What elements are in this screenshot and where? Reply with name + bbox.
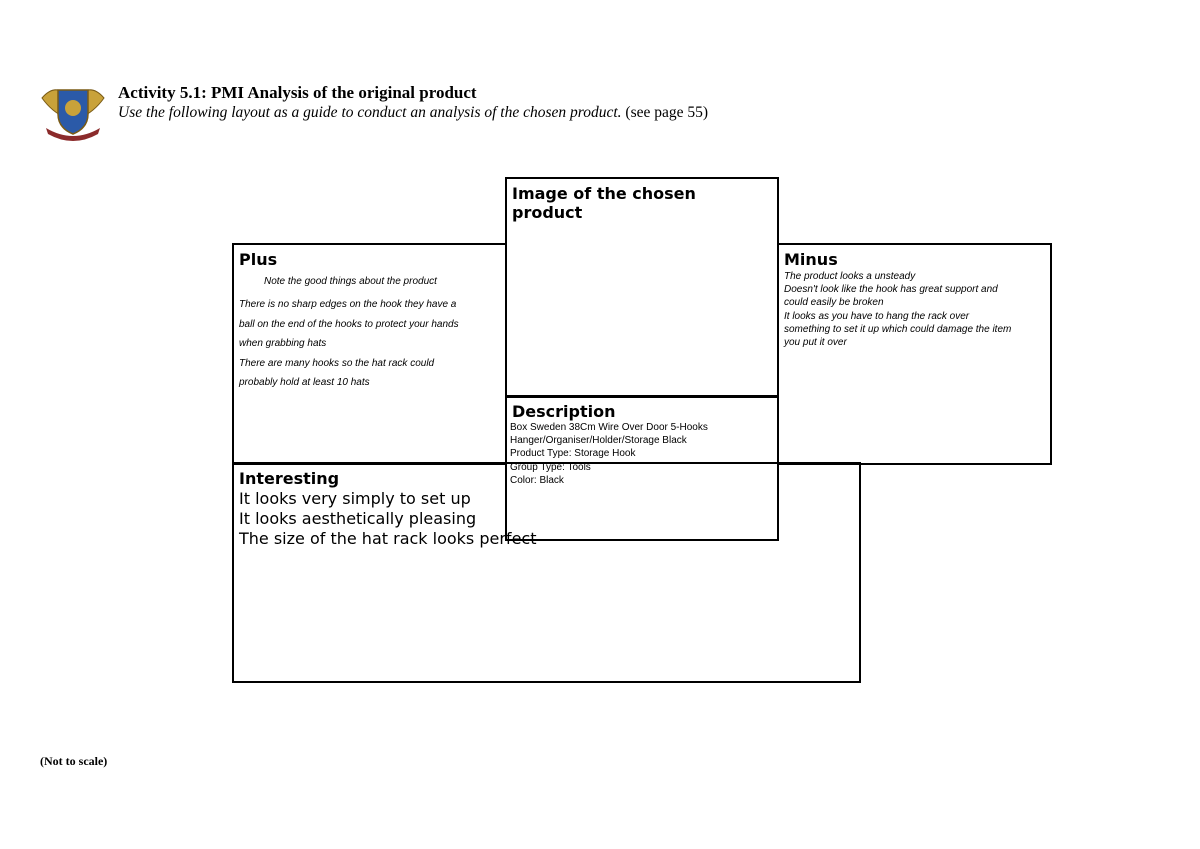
- minus-line: you put it over: [784, 337, 847, 349]
- plus-line: ball on the end of the hooks to protect your hands: [239, 318, 459, 330]
- scale-note: (Not to scale): [40, 754, 108, 768]
- description-line: Box Sweden 38Cm Wire Over Door 5-Hooks: [510, 422, 708, 433]
- plus-line: when grabbing hats: [239, 338, 327, 350]
- description-line: Product Type: Storage Hook: [510, 448, 636, 460]
- product-image-heading: Image of the chosen product: [512, 184, 696, 222]
- interesting-heading: Interesting: [239, 469, 340, 488]
- school-crest-icon: [40, 78, 106, 144]
- minus-heading: Minus: [784, 250, 838, 269]
- plus-note: Note the good things about the product: [264, 276, 437, 287]
- minus-line: Doesn't look like the hook has great support and: [784, 284, 998, 296]
- minus-line: The product looks a unsteady: [784, 271, 916, 282]
- description-list: [510, 421, 775, 487]
- description-heading: Description: [512, 402, 616, 421]
- interesting-list: [239, 489, 536, 549]
- page-subtitle: [118, 104, 708, 122]
- minus-box: [777, 243, 1052, 465]
- minus-line: could easily be broken: [784, 297, 884, 309]
- subtitle-page-reference: (see page 55): [621, 104, 709, 121]
- interesting-line: It looks aesthetically pleasing: [239, 509, 477, 528]
- plus-line: There is no sharp edges on the hook they have a: [239, 299, 457, 310]
- subtitle-instruction: Use the following layout as a guide to conduct an analysis of the chosen product.: [118, 104, 622, 121]
- interesting-line: The size of the hat rack looks perfect: [239, 529, 537, 548]
- plus-line: There are many hooks so the hat rack could: [239, 357, 435, 369]
- description-line: Hanger/Organiser/Holder/Storage Black: [510, 435, 687, 447]
- description-line: Color: Black: [510, 474, 564, 486]
- description-box: [505, 395, 779, 541]
- interesting-line: It looks very simply to set up: [239, 489, 471, 508]
- plus-line: probably hold at least 10 hats: [239, 377, 370, 389]
- product-image-box: [505, 177, 779, 398]
- minus-list: [784, 270, 1049, 349]
- plus-list: [239, 295, 499, 393]
- page-title: Activity 5.1: PMI Analysis of the original product: [118, 83, 477, 102]
- minus-line: It looks as you have to hang the rack over: [784, 310, 970, 322]
- minus-line: something to set it up which could damage the item: [784, 323, 1012, 335]
- plus-heading: Plus: [239, 250, 278, 269]
- plus-box: [232, 243, 507, 465]
- description-line: Group Type: Tools: [510, 461, 591, 473]
